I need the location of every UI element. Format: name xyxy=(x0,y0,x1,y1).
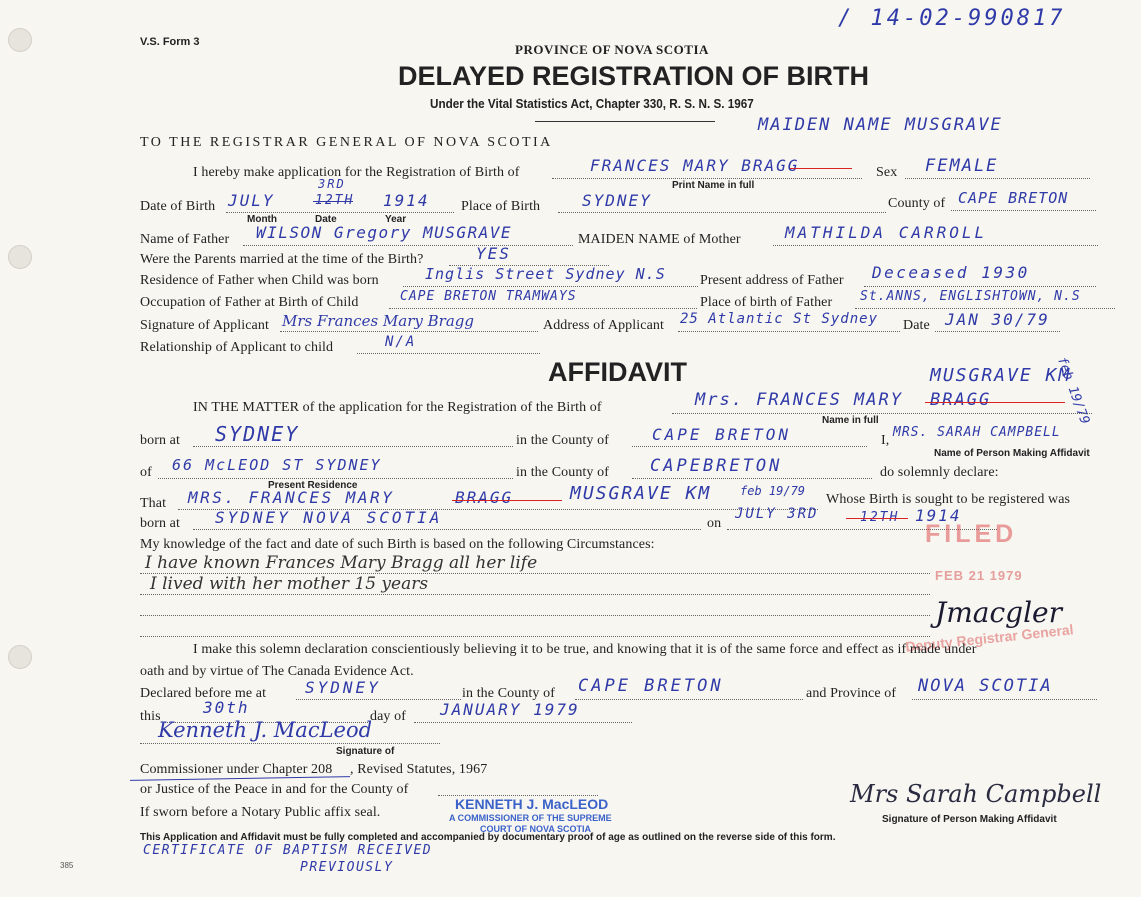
filed-stamp: FILED xyxy=(925,520,1018,548)
signature-of-label: Signature of xyxy=(336,746,395,757)
solemn-line-1: I make this solemn declaration conscientiously believing it to be true, and knowing that it is of the same force and effect as if made under xyxy=(193,642,977,657)
present-addr-value: Deceased 1930 xyxy=(872,263,1030,282)
dob-date-correction: 3RD xyxy=(318,177,346,191)
occupation-label: Occupation of Father at Birth of Child xyxy=(140,295,359,310)
residence-label: Residence of Father when Child was born xyxy=(140,273,379,288)
that-label: That xyxy=(140,496,167,511)
strike-matter xyxy=(925,402,1065,403)
commissioner-stamp-line-2: COURT OF NOVA SCOTIA xyxy=(480,824,591,834)
county-label: County of xyxy=(888,196,946,211)
app-date-label: Date xyxy=(903,318,930,333)
whose-birth-label: Whose Birth is sought to be registered was xyxy=(826,492,1071,507)
father-label: Name of Father xyxy=(140,232,230,247)
strike-bragg xyxy=(790,168,852,169)
declared-place: SYDNEY xyxy=(305,678,381,697)
commissioner-stamp-name: KENNETH J. MacLEOD xyxy=(455,796,609,812)
of-label: of xyxy=(140,465,152,480)
commissioner-stamp-line-1: A COMMISSIONER OF THE SUPREME xyxy=(449,813,612,823)
county-value-aff2: CAPEBRETON xyxy=(650,456,783,476)
dob-date-struck: 12TH xyxy=(315,193,355,208)
that-name: MRS. FRANCES MARY xyxy=(188,488,395,507)
matter-label: IN THE MATTER of the application for the Registration of the Birth of xyxy=(193,400,602,415)
mother-name: MATHILDA CARROLL xyxy=(785,223,988,242)
on-struck: 12TH xyxy=(860,510,900,525)
dob-month: JULY xyxy=(228,191,275,210)
that-date: feb 19/79 xyxy=(740,484,806,498)
declared-county: CAPE BRETON xyxy=(578,676,724,696)
circumstance-line-1: I have known Frances Mary Bragg all her life xyxy=(145,553,538,573)
affiant-sig-label: Signature of Person Making Affidavit xyxy=(882,814,1057,825)
justice-label: or Justice of the Peace in and for the County of xyxy=(140,782,409,797)
revised-label: , Revised Statutes, 1967 xyxy=(350,762,488,777)
born-at-label: born at xyxy=(140,433,180,448)
married-value: YES xyxy=(476,244,511,263)
affiant-residence: 66 McLEOD ST SYDNEY xyxy=(172,456,382,474)
declared-month-year: JANUARY 1979 xyxy=(440,700,580,719)
commissioner-signature: Kenneth J. MacLeod xyxy=(158,718,373,742)
married-label: Were the Parents married at the time of the Birth? xyxy=(140,252,424,267)
footer-note: This Application and Affidavit must be fully completed and accompanied by documentary proof of age as outlined on the reverse side of this form. xyxy=(140,832,836,843)
apply-label: I hereby make application for the Registration of Birth of xyxy=(193,165,520,180)
name-full-label: Name in full xyxy=(822,415,879,426)
form-title: DELAYED REGISTRATION OF BIRTH xyxy=(398,61,870,91)
day-of-label: day of xyxy=(370,709,406,724)
note-date: feb 19/79 xyxy=(1053,355,1093,427)
musgrave-note: MUSGRAVE KM xyxy=(930,365,1072,386)
county-value-aff: CAPE BRETON xyxy=(652,425,791,444)
applicant-signature: Mrs Frances Mary Bragg xyxy=(282,312,474,330)
born-at-value: SYDNEY xyxy=(215,422,300,446)
corner-number: 385 xyxy=(60,861,74,870)
baptism-line-2: PREVIOUSLY xyxy=(300,860,394,875)
present-res-label: Present Residence xyxy=(268,480,358,491)
declare-label: do solemnly declare: xyxy=(880,465,999,480)
born-at-label2: born at xyxy=(140,516,180,531)
present-addr-label: Present address of Father xyxy=(700,273,844,288)
title-rule xyxy=(535,121,715,122)
address-label: Address of Applicant xyxy=(543,318,664,333)
notary-label: If sworn before a Notary Public affix seal. xyxy=(140,805,381,820)
print-name-label: Print Name in full xyxy=(672,180,755,191)
in-county-label: in the County of xyxy=(462,686,555,701)
strike-date xyxy=(313,201,353,202)
form-subtitle: Under the Vital Statistics Act, Chapter 330, R. S. N. S. 1967 xyxy=(430,96,754,111)
applicant-address: 25 Atlantic St Sydney xyxy=(680,311,879,327)
strike-that xyxy=(452,500,562,501)
dob-year: 1914 xyxy=(383,191,430,210)
province-label: and Province of xyxy=(806,686,897,701)
father-birth-value: St.ANNS, ENGLISHTOWN, N.S xyxy=(860,289,1081,304)
baptism-line-1: CERTIFICATE OF BAPTISM RECEIVED xyxy=(143,843,433,858)
that-struck: BRAGG xyxy=(455,488,514,507)
deputy-stamp: Deputy Registrar General xyxy=(904,621,1075,655)
month-label: Month xyxy=(247,214,277,225)
filed-date-stamp: FEB 21 1979 xyxy=(935,568,1023,583)
knowledge-label: My knowledge of the fact and date of such Birth is based on the following Circumstances: xyxy=(140,537,655,552)
county-value: CAPE BRETON xyxy=(958,189,1069,207)
form-number: V.S. Form 3 xyxy=(140,36,200,48)
date-label: Date xyxy=(315,214,337,225)
registrar-signature: Jmacgler xyxy=(935,596,1062,629)
file-number: / 14-02-990817 xyxy=(838,6,1066,31)
affiant-name: MRS. SARAH CAMPBELL xyxy=(893,425,1061,440)
residence-value: Inglis Street Sydney N.S xyxy=(425,265,666,283)
relationship-label: Relationship of Applicant to child xyxy=(140,340,334,355)
commissioner-label: Commissioner under Chapter 208 xyxy=(140,762,333,777)
father-name: WILSON Gregory MUSGRAVE xyxy=(256,223,513,242)
this-label: this xyxy=(140,709,161,724)
punch-hole xyxy=(8,245,32,269)
strike-on xyxy=(846,518,908,519)
affiant-label: Name of Person Making Affidavit xyxy=(934,448,1090,459)
born-at-value2: SYDNEY NOVA SCOTIA xyxy=(215,508,443,527)
application-date: JAN 30/79 xyxy=(945,310,1050,329)
affidavit-title: AFFIDAVIT xyxy=(548,357,687,387)
occupation-value: CAPE BRETON TRAMWAYS xyxy=(400,289,577,304)
mother-label: MAIDEN NAME of Mother xyxy=(578,232,741,247)
pob-label: Place of Birth xyxy=(461,199,541,214)
signature-label: Signature of Applicant xyxy=(140,318,269,333)
year-label: Year xyxy=(385,214,407,225)
sex-label: Sex xyxy=(876,165,898,180)
relationship-value: N/A xyxy=(385,334,417,350)
affiant-signature: Mrs Sarah Campbell xyxy=(850,780,1102,808)
child-name: FRANCES MARY BRAGG xyxy=(590,156,800,175)
on-label: on xyxy=(707,516,722,531)
sex-value: FEMALE xyxy=(925,156,999,176)
matter-struck: BRAGG xyxy=(930,390,992,410)
father-birth-label: Place of birth of Father xyxy=(700,295,833,310)
to-registrar-line: TO THE REGISTRAR GENERAL OF NOVA SCOTIA xyxy=(140,135,553,150)
on-date: JULY 3RD xyxy=(735,506,819,522)
punch-hole xyxy=(8,28,32,52)
i-label: I, xyxy=(881,433,890,448)
solemn-line-2: oath and by virtue of The Canada Evidence Act. xyxy=(140,664,414,679)
maiden-name-note: MAIDEN NAME MUSGRAVE xyxy=(758,115,1003,135)
that-musgrave: MUSGRAVE KM xyxy=(570,483,712,504)
declared-province: NOVA SCOTIA xyxy=(918,676,1053,696)
punch-hole xyxy=(8,645,32,669)
county-label-aff: in the County of xyxy=(516,433,609,448)
on-year: 1914 xyxy=(915,506,962,525)
province-heading: PROVINCE OF NOVA SCOTIA xyxy=(515,42,709,57)
place-of-birth: SYDNEY xyxy=(582,191,652,210)
declared-label: Declared before me at xyxy=(140,686,267,701)
declared-day: 30th xyxy=(203,698,250,717)
dob-label: Date of Birth xyxy=(140,199,216,214)
county-label-aff2: in the County of xyxy=(516,465,609,480)
matter-name: Mrs. FRANCES MARY xyxy=(695,390,903,410)
circumstance-line-2: I lived with her mother 15 years xyxy=(150,574,429,594)
